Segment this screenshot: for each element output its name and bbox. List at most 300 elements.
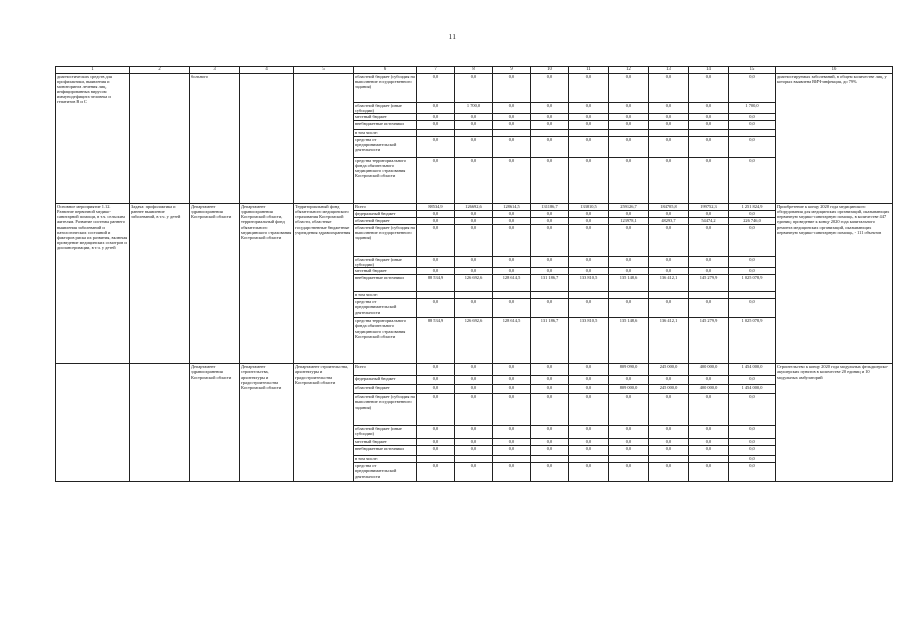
value-cell: 0,0 [455,446,493,456]
cell-c3: больного [190,74,240,204]
value-cell: 0,0 [455,257,493,268]
value-cell: 0,0 [531,158,569,204]
value-cell: 0,0 [531,463,569,482]
funding-source: внебюджетные источники [354,121,417,130]
funding-source: федеральный бюджет [354,211,417,218]
value-cell: 0,0 [455,225,493,257]
column-number: 10 [531,67,569,74]
value-cell: 0,0 [729,121,776,130]
funding-source: областной бюджет (субсидия на выполнение государственного задания) [354,74,417,103]
value-cell: 133 810,5 [569,318,609,364]
value-cell: 0,0 [569,74,609,103]
value-cell: 0,0 [569,394,609,426]
value-cell: 1 454 000,0 [729,364,776,376]
value-cell: 0,0 [531,211,569,218]
funding-source: Всего [354,204,417,211]
value-cell: 1 025 078,9 [729,275,776,292]
value-cell [531,456,569,463]
value-cell: 0,0 [689,257,729,268]
value-cell [729,292,776,299]
value-cell: 0,0 [649,121,689,130]
column-number: 6 [354,67,417,74]
table-body [56,67,893,482]
value-cell: 0,0 [493,463,531,482]
value-cell: 0,0 [455,74,493,103]
value-cell: 0,0 [417,103,455,114]
value-cell: 0,0 [609,268,649,275]
value-cell: 0,0 [689,394,729,426]
value-cell: 0,0 [493,257,531,268]
column-number: 14 [689,67,729,74]
value-cell: 0,0 [531,137,569,158]
value-cell: 0,0 [493,74,531,103]
value-cell: 0,0 [531,394,569,426]
value-cell: 0,0 [455,385,493,394]
value-cell: 0,0 [649,299,689,318]
value-cell: 0,0 [689,211,729,218]
value-cell: 0,0 [649,268,689,275]
funding-source: Всего [354,364,417,376]
value-cell: 0,0 [569,376,609,385]
value-cell: 0,0 [531,103,569,114]
value-cell: 0,0 [531,114,569,121]
value-cell: 0,0 [493,299,531,318]
value-cell: 0,0 [689,376,729,385]
cell-c5: Департамент строительства, архитектуры и градостроительства Костромской области [294,364,354,482]
empty-cell [130,364,190,482]
value-cell: 0,0 [417,439,455,446]
value-cell: 0,0 [417,137,455,158]
funding-source: внебюджетные источники [354,446,417,456]
value-cell: 0,0 [689,446,729,456]
column-number: 11 [569,67,609,74]
funding-source: внебюджетные источники [354,275,417,292]
value-cell: 0,0 [649,376,689,385]
cell-c3: Департамент здравоохранения Костромской области [190,364,240,482]
value-cell: 1 025 078,9 [729,318,776,364]
value-cell: 0,0 [689,225,729,257]
value-cell: 0,0 [531,439,569,446]
value-cell: 0,0 [649,137,689,158]
column-number: 4 [240,67,294,74]
value-cell [493,292,531,299]
value-cell [455,292,493,299]
value-cell: 0,0 [493,137,531,158]
value-cell: 0,0 [569,268,609,275]
value-cell: 1 454 000,0 [729,385,776,394]
funding-source: средства территориального фонда обязательного медицинского страхования Костромской области [354,318,417,364]
value-cell: 0,0 [689,268,729,275]
value-cell: 0,0 [569,446,609,456]
value-cell: 0,0 [417,218,455,225]
funding-source: средства от предпринимательской деятельности [354,463,417,482]
value-cell: 123978,1 [609,218,649,225]
value-cell: 0,0 [569,225,609,257]
value-cell: 0,0 [417,158,455,204]
value-cell: 0,0 [569,137,609,158]
value-cell [569,456,609,463]
value-cell: 0,0 [493,376,531,385]
value-cell: 0,0 [493,439,531,446]
value-cell: 0,0 [455,218,493,225]
value-cell: 0,0 [417,211,455,218]
value-cell: 0,0 [649,463,689,482]
column-number: 2 [130,67,190,74]
value-cell: 0,0 [689,463,729,482]
value-cell: 0,0 [729,456,776,463]
value-cell: 0,0 [649,158,689,204]
column-number: 7 [417,67,455,74]
value-cell: 131 186,7 [531,318,569,364]
column-number: 15 [729,67,776,74]
value-cell [569,130,609,137]
value-cell: 0,0 [417,268,455,275]
value-cell: 0,0 [649,426,689,439]
value-cell [417,456,455,463]
table-row [56,364,893,376]
value-cell: 145 279,9 [689,275,729,292]
value-cell: 0,0 [649,446,689,456]
value-cell: 0,0 [649,394,689,426]
column-number: 5 [294,67,354,74]
value-cell [493,130,531,137]
value-cell: 0,0 [569,364,609,376]
value-cell: 0,0 [417,74,455,103]
value-cell: 0,0 [569,426,609,439]
cell-c3: Департамент здравоохранения Костромской области [190,204,240,364]
value-cell: 0,0 [493,268,531,275]
value-cell: 0,0 [455,364,493,376]
value-cell: 0,0 [493,158,531,204]
value-cell: 0,0 [455,211,493,218]
cell-c16: диагностируемых заболеваний, в общем количестве лиц, у которых выявлена ВИЧ-инфекция, до 79% [776,74,893,204]
column-number: 3 [190,67,240,74]
value-cell: 1 251 824,9 [729,204,776,211]
value-cell: 0,0 [649,439,689,446]
value-cell: 0,0 [417,463,455,482]
funding-source: областной бюджет (иные субсидии) [354,426,417,439]
value-cell: 88534,9 [417,204,455,211]
value-cell: 0,0 [455,299,493,318]
value-cell: 0,0 [531,426,569,439]
value-cell: 0,0 [417,257,455,268]
value-cell: 0,0 [493,218,531,225]
funding-source: местный бюджет [354,439,417,446]
value-cell: 0,0 [729,426,776,439]
value-cell: 0,0 [569,257,609,268]
funding-source: в том числе: [354,292,417,299]
value-cell: 0,0 [455,121,493,130]
value-cell: 0,0 [493,114,531,121]
value-cell: 0,0 [569,158,609,204]
value-cell: 809 090,0 [609,364,649,376]
value-cell: 184705,8 [649,204,689,211]
value-cell: 88 534,9 [417,275,455,292]
funding-source: местный бюджет [354,114,417,121]
value-cell: 0,0 [649,74,689,103]
value-cell: 0,0 [493,103,531,114]
value-cell: 131 186,7 [531,275,569,292]
funding-source: в том числе: [354,456,417,463]
program-table [55,66,893,482]
funding-source: областной бюджет (субсидия на выполнение государственного задания) [354,225,417,257]
value-cell: 0,0 [729,137,776,158]
value-cell: 131186,7 [531,204,569,211]
value-cell [569,292,609,299]
value-cell: 48293,7 [649,218,689,225]
value-cell [649,456,689,463]
value-cell: 0,0 [609,74,649,103]
value-cell: 0,0 [417,426,455,439]
cell-c1: Основное мероприятие 1.12. Развитие первичной медико-санитарной помощи, в т.ч. сельским жителям. Развитие системы раннего выявления заболеваний и патологических состояний и факторов риска их развития, включая проведение медицинских осмотров и диспансеризации, в т.ч. у детей [56,204,130,364]
value-cell: 0,0 [531,299,569,318]
value-cell: 0,0 [649,211,689,218]
value-cell: 0,0 [609,299,649,318]
value-cell: 0,0 [493,394,531,426]
value-cell: 145 279,9 [689,318,729,364]
funding-source: местный бюджет [354,268,417,275]
funding-source: областной бюджет (субсидия на выполнение государственного задания) [354,394,417,426]
funding-source: областной бюджет [354,218,417,225]
value-cell: 0,0 [729,463,776,482]
funding-source: средства от предпринимательской деятельности [354,137,417,158]
value-cell: 0,0 [689,137,729,158]
value-cell: 0,0 [649,103,689,114]
cell-c1: диагностических средств для профилактики, выявления и мониторинга лечения лиц, инфицированных вирусом иммунодефицита человека и гепатитов В и С [56,74,130,204]
value-cell: 135 148,6 [609,275,649,292]
funding-source: областной бюджет [354,385,417,394]
value-cell: 0,0 [689,121,729,130]
cell-c5: Территориальный фонд обязательного медицинского страхования Костромской области, областные государственные бюджетные учреждения здравоохранения [294,204,354,364]
value-cell: 245 000,0 [649,385,689,394]
value-cell: 0,0 [609,137,649,158]
value-cell: 0,0 [417,394,455,426]
value-cell: 0,0 [609,225,649,257]
value-cell: 0,0 [729,268,776,275]
value-cell: 0,0 [493,364,531,376]
value-cell: 0,0 [609,446,649,456]
value-cell: 54474,2 [689,218,729,225]
value-cell: 0,0 [531,225,569,257]
cell-c2: Задача: профилактика и раннее выявление заболеваний, в т.ч. у детей [130,204,190,364]
funding-source: федеральный бюджет [354,376,417,385]
value-cell: 0,0 [531,218,569,225]
value-cell [729,130,776,137]
value-cell: 0,0 [455,426,493,439]
value-cell: 0,0 [649,114,689,121]
column-number: 9 [493,67,531,74]
column-number: 16 [776,67,893,74]
value-cell: 259126,7 [609,204,649,211]
value-cell: 0,0 [729,74,776,103]
value-cell: 0,0 [493,426,531,439]
value-cell: 0,0 [609,103,649,114]
value-cell [609,292,649,299]
value-cell: 0,0 [569,463,609,482]
value-cell: 128614,5 [493,204,531,211]
column-numbers-row [56,67,893,74]
value-cell: 0,0 [417,225,455,257]
value-cell [609,456,649,463]
value-cell: 0,0 [689,426,729,439]
value-cell: 0,0 [569,211,609,218]
value-cell: 0,0 [531,268,569,275]
table-row [56,74,893,103]
column-number: 1 [56,67,130,74]
value-cell [417,292,455,299]
value-cell: 0,0 [455,137,493,158]
value-cell: 0,0 [455,158,493,204]
empty-cell [130,74,190,204]
value-cell: 0,0 [729,439,776,446]
value-cell: 0,0 [455,376,493,385]
value-cell: 0,0 [689,158,729,204]
value-cell: 809 000,0 [609,385,649,394]
value-cell: 0,0 [493,225,531,257]
funding-source: средства территориального фонда обязательного медицинского страхования Костромской области [354,158,417,204]
value-cell: 1 700,0 [455,103,493,114]
funding-source: в том числе: [354,130,417,137]
value-cell: 0,0 [609,394,649,426]
table-row [56,204,893,211]
value-cell: 0,0 [569,121,609,130]
funding-source: областной бюджет (иные субсидии) [354,103,417,114]
value-cell: 0,0 [417,121,455,130]
value-cell [531,292,569,299]
value-cell: 0,0 [455,268,493,275]
value-cell: 136 412,1 [649,318,689,364]
value-cell: 0,0 [689,114,729,121]
value-cell [689,456,729,463]
value-cell: 0,0 [569,114,609,121]
value-cell: 0,0 [729,299,776,318]
value-cell: 0,0 [531,74,569,103]
value-cell: 0,0 [689,299,729,318]
value-cell: 0,0 [417,376,455,385]
value-cell: 0,0 [689,103,729,114]
value-cell: 0,0 [417,364,455,376]
value-cell [649,130,689,137]
value-cell: 136 412,1 [649,275,689,292]
value-cell: 0,0 [455,114,493,121]
cell-c16: Приобретение к концу 2020 года медицинского оборудования для медицинских организаций, оказывающих первичную медико-санитарную помощь, в количестве 447 единиц; проведение к концу 2020 года капитального ремонта медицинских организаций, оказывающих первичную медико-санитарную помощь, - 111 объектов [776,204,893,364]
value-cell: 126 692,6 [455,318,493,364]
value-cell: 0,0 [729,257,776,268]
value-cell: 245 000,0 [649,364,689,376]
value-cell: 0,0 [729,158,776,204]
funding-source: средства от предпринимательской деятельности [354,299,417,318]
value-cell: 0,0 [493,385,531,394]
value-cell: 0,0 [531,385,569,394]
value-cell: 135 148,6 [609,318,649,364]
value-cell: 0,0 [569,103,609,114]
value-cell: 0,0 [609,257,649,268]
value-cell: 0,0 [417,114,455,121]
value-cell: 128 614,5 [493,275,531,292]
empty-cell [294,74,354,204]
value-cell: 0,0 [689,439,729,446]
value-cell: 0,0 [609,426,649,439]
value-cell: 0,0 [569,385,609,394]
value-cell: 0,0 [729,225,776,257]
value-cell: 1 700,0 [729,103,776,114]
cell-c4: Департамент здравоохранения Костромской области, территориальный фонд обязательного медицинского страхования Костромской области [240,204,294,364]
value-cell [417,130,455,137]
value-cell: 0,0 [729,446,776,456]
empty-cell [240,74,294,204]
value-cell: 0,0 [493,121,531,130]
value-cell: 126692,6 [455,204,493,211]
value-cell: 0,0 [689,74,729,103]
value-cell: 0,0 [609,211,649,218]
value-cell: 133 810,5 [569,275,609,292]
cell-c16: Строительство к концу 2020 года модульных фельдшерско-акушерских пунктов в количестве 20 единиц и 10 модульных амбулаторий [776,364,893,482]
value-cell: 133810,5 [569,204,609,211]
column-number: 8 [455,67,493,74]
value-cell: 0,0 [455,463,493,482]
value-cell: 0,0 [417,446,455,456]
value-cell: 0,0 [729,376,776,385]
value-cell: 0,0 [569,299,609,318]
value-cell: 0,0 [531,376,569,385]
value-cell [689,130,729,137]
value-cell [609,130,649,137]
empty-cell [56,364,130,482]
value-cell [649,292,689,299]
value-cell: 0,0 [455,394,493,426]
value-cell [455,130,493,137]
value-cell: 0,0 [609,158,649,204]
value-cell: 400 000,0 [689,364,729,376]
value-cell: 0,0 [729,211,776,218]
value-cell: 0,0 [609,376,649,385]
value-cell: 0,0 [493,211,531,218]
column-number: 13 [649,67,689,74]
value-cell: 0,0 [609,463,649,482]
value-cell: 0,0 [455,439,493,446]
value-cell: 226 746,0 [729,218,776,225]
value-cell: 0,0 [609,114,649,121]
value-cell: 0,0 [649,257,689,268]
value-cell: 0,0 [531,446,569,456]
funding-source: областной бюджет (иные субсидии) [354,257,417,268]
value-cell: 0,0 [531,364,569,376]
value-cell: 0,0 [417,299,455,318]
column-number: 12 [609,67,649,74]
value-cell: 0,0 [729,394,776,426]
value-cell: 128 614,5 [493,318,531,364]
value-cell: 0,0 [417,385,455,394]
value-cell: 0,0 [649,225,689,257]
value-cell [531,130,569,137]
page-number: 11 [448,33,457,41]
value-cell: 0,0 [569,439,609,446]
value-cell: 0,0 [531,121,569,130]
value-cell: 199752,3 [689,204,729,211]
value-cell [689,292,729,299]
value-cell: 88 534,9 [417,318,455,364]
value-cell: 0,0 [569,218,609,225]
value-cell [493,456,531,463]
cell-c4: Департамент строительства, архитектуры и градостроительства Костромской области [240,364,294,482]
value-cell: 0,0 [531,257,569,268]
value-cell: 400 000,0 [689,385,729,394]
value-cell: 0,0 [609,121,649,130]
value-cell [455,456,493,463]
value-cell: 0,0 [729,114,776,121]
value-cell: 126 692,6 [455,275,493,292]
value-cell: 0,0 [493,446,531,456]
